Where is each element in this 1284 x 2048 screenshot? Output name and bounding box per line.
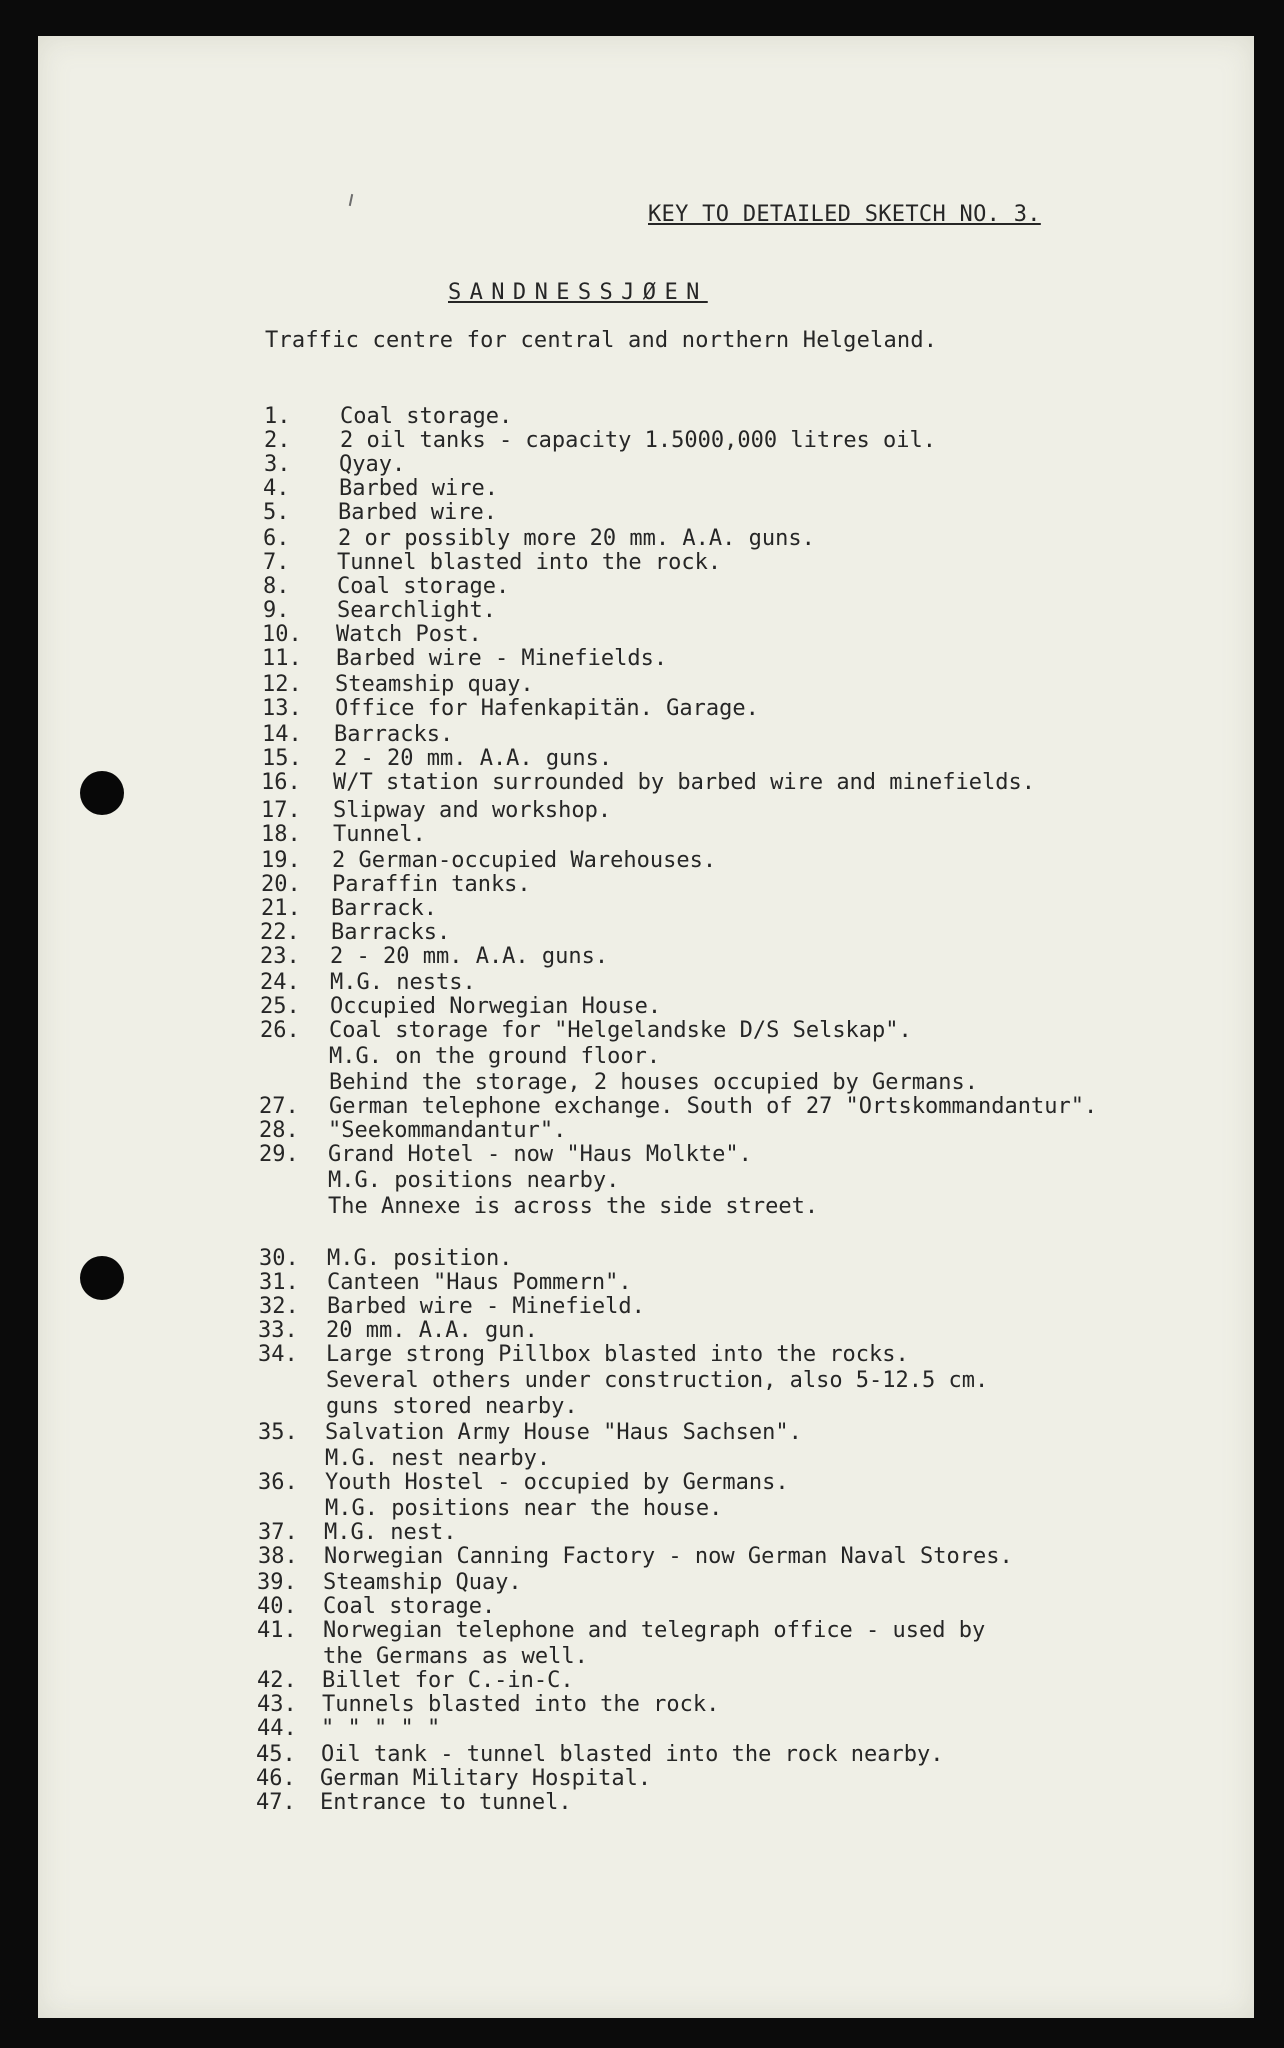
key-item-text: M.G. nest nearby.: [325, 1446, 551, 1471]
key-item-number: 38.: [258, 1544, 298, 1569]
key-item-text: Slipway and workshop.: [333, 798, 612, 823]
key-item-number: 17.: [261, 798, 301, 823]
key-item-number: 22.: [260, 920, 300, 945]
key-item-number: 32.: [259, 1294, 299, 1319]
key-item-text: Tunnel blasted into the rock.: [337, 550, 722, 575]
key-item-number: 14.: [262, 722, 302, 747]
key-item-text: Several others under construction, also 5-12.5 cm.: [326, 1368, 989, 1393]
key-item-number: 41.: [257, 1618, 297, 1643]
key-item-text: W/T station surrounded by barbed wire and minefields.: [333, 770, 1035, 795]
key-item-text: Searchlight.: [337, 598, 496, 623]
key-item-text: German Military Hospital.: [320, 1766, 652, 1791]
key-item-number: 30.: [259, 1246, 299, 1271]
place-title: SANDNESSJØEN: [448, 280, 708, 305]
key-item-number: 37.: [258, 1520, 298, 1545]
key-item-text: Salvation Army House "Haus Sachsen".: [325, 1420, 802, 1445]
key-item-number: 26.: [260, 1018, 300, 1043]
key-item-number: 44.: [257, 1716, 297, 1741]
key-item-text: The Annexe is across the side street.: [328, 1194, 819, 1219]
key-item-text: Barbed wire - Minefields.: [336, 646, 668, 671]
key-item-number: 19.: [261, 848, 301, 873]
key-item-number: 1.: [264, 404, 291, 429]
key-item-text: M.G. nest.: [324, 1520, 457, 1545]
key-item-text: Watch Post.: [336, 622, 482, 647]
key-item-text: 20 mm. A.A. gun.: [326, 1318, 538, 1343]
key-item-text: Steamship Quay.: [323, 1570, 522, 1595]
key-item-number: 8.: [263, 574, 290, 599]
key-item-text: Coal storage.: [340, 404, 513, 429]
key-item-number: 20.: [261, 872, 301, 897]
key-item-number: 12.: [262, 672, 302, 697]
key-item-text: Norwegian telephone and telegraph office - used by: [323, 1618, 986, 1643]
key-item-number: 39.: [257, 1570, 297, 1595]
key-item-number: 47.: [256, 1790, 296, 1815]
key-item-number: 15.: [262, 746, 302, 771]
key-item-number: 11.: [262, 646, 302, 671]
key-item-text: Norwegian Canning Factory - now German Naval Stores.: [324, 1544, 1013, 1569]
key-item-text: 2 German-occupied Warehouses.: [332, 848, 717, 873]
key-item-number: 40.: [257, 1594, 297, 1619]
key-item-text: Canteen "Haus Pommern".: [327, 1270, 632, 1295]
key-item-text: Large strong Pillbox blasted into the rocks.: [326, 1342, 909, 1367]
key-item-number: 42.: [257, 1668, 297, 1693]
key-item-text: Entrance to tunnel.: [320, 1790, 572, 1815]
key-item-number: 28.: [259, 1118, 299, 1143]
key-item-text: M.G. positions nearby.: [328, 1168, 620, 1193]
key-item-text: 2 - 20 mm. A.A. guns.: [330, 944, 609, 969]
punch-hole-upper: [80, 771, 124, 815]
key-item-text: Barracks.: [331, 920, 451, 945]
key-item-text: "Seekommandantur".: [328, 1118, 567, 1143]
key-item-text: Barracks.: [334, 722, 454, 747]
key-item-number: 10.: [262, 622, 302, 647]
key-item-text: Coal storage.: [323, 1594, 496, 1619]
key-item-number: 25.: [260, 994, 300, 1019]
key-item-text: Paraffin tanks.: [332, 872, 531, 897]
key-item-text: Barbed wire.: [339, 476, 498, 501]
key-item-text: Grand Hotel - now "Haus Molkte".: [328, 1142, 752, 1167]
key-item-number: 9.: [263, 598, 290, 623]
key-item-text: Occupied Norwegian House.: [330, 994, 662, 1019]
key-item-number: 33.: [258, 1318, 298, 1343]
key-item-text: M.G. nests.: [330, 970, 476, 995]
key-item-text: Tunnels blasted into the rock.: [322, 1692, 720, 1717]
document-heading: KEY TO DETAILED SKETCH NO. 3.: [648, 202, 1041, 227]
key-item-number: 4.: [263, 476, 290, 501]
key-item-text: M.G. on the ground floor.: [329, 1044, 661, 1069]
key-item-text: Oil tank - tunnel blasted into the rock nearby.: [321, 1742, 944, 1767]
key-item-number: 45.: [256, 1742, 296, 1767]
key-item-text: Qyay.: [339, 452, 406, 477]
key-item-text: Barrack.: [331, 896, 437, 921]
key-item-number: 35.: [258, 1420, 298, 1445]
key-item-text: German telephone exchange. South of 27 "Ortskommandantur".: [329, 1094, 1098, 1119]
document-subtitle: Traffic centre for central and northern Helgeland.: [265, 328, 938, 353]
key-item-text: Youth Hostel - occupied by Germans.: [325, 1470, 789, 1495]
key-item-number: 27.: [259, 1094, 299, 1119]
key-item-number: 24.: [260, 970, 300, 995]
key-item-text: Coal storage.: [337, 574, 510, 599]
key-item-text: Coal storage for "Helgelandske D/S Selskap".: [329, 1018, 912, 1043]
key-item-text: Billet for C.-in-C.: [322, 1668, 574, 1693]
key-item-text: M.G. positions near the house.: [325, 1496, 723, 1521]
key-item-number: 6.: [263, 526, 290, 551]
key-item-number: 46.: [256, 1766, 296, 1791]
punch-hole-lower: [80, 1256, 124, 1300]
key-item-number: 23.: [260, 944, 300, 969]
key-item-text: Barbed wire - Minefield.: [327, 1294, 645, 1319]
key-item-number: 7.: [263, 550, 290, 575]
key-item-number: 13.: [262, 696, 302, 721]
key-item-text: 2 oil tanks - capacity 1.5000,000 litres oil.: [340, 428, 937, 453]
key-item-number: 36.: [258, 1470, 298, 1495]
key-item-text: Behind the storage, 2 houses occupied by Germans.: [329, 1070, 979, 1095]
key-item-number: 2.: [264, 428, 291, 453]
key-item-number: 21.: [261, 896, 301, 921]
key-item-text: 2 - 20 mm. A.A. guns.: [334, 746, 613, 771]
key-item-number: 16.: [261, 770, 301, 795]
key-item-number: 29.: [259, 1142, 299, 1167]
key-item-text: guns stored nearby.: [326, 1394, 578, 1419]
key-item-text: M.G. position.: [327, 1246, 513, 1271]
key-item-text: 2 or possibly more 20 mm. A.A. guns.: [338, 526, 815, 551]
key-item-number: 5.: [263, 500, 290, 525]
key-item-text: the Germans as well.: [323, 1644, 588, 1669]
key-item-number: 3.: [264, 452, 291, 477]
key-item-text: Tunnel.: [333, 822, 426, 847]
key-item-text: Barbed wire.: [338, 500, 497, 525]
key-item-text: " " " " ": [321, 1716, 441, 1741]
key-item-number: 31.: [259, 1270, 299, 1295]
key-item-number: 34.: [258, 1342, 298, 1367]
key-item-number: 18.: [261, 822, 301, 847]
key-item-text: Steamship quay.: [335, 672, 534, 697]
key-item-number: 43.: [257, 1692, 297, 1717]
key-item-text: Office for Hafenkapitän. Garage.: [335, 696, 759, 721]
